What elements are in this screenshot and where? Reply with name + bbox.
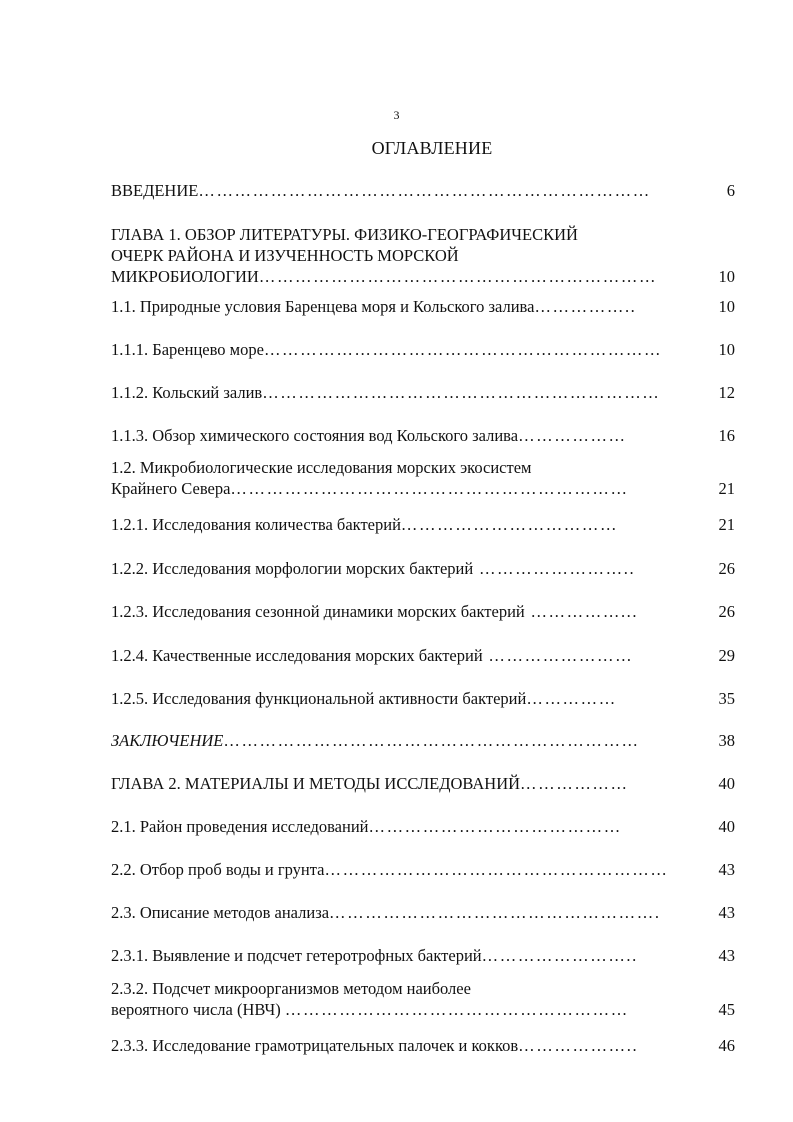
toc-entry-text: 2.1. Район проведения исследований xyxy=(111,817,369,836)
toc-page-number: 45 xyxy=(718,1000,735,1019)
page-title: ОГЛАВЛЕНИЕ xyxy=(371,138,493,158)
toc-page-number: 43 xyxy=(718,946,735,965)
toc-entry-text: 1.2.2. Исследования морфологии морских бактерий xyxy=(111,559,474,578)
toc-entry-text: 1.2. Микробиологические исследования морских экосистем Крайнего Севера xyxy=(111,458,532,498)
toc-entry-2-2[interactable] xyxy=(111,859,701,880)
toc-leader-dots: ………………………………………………………… xyxy=(230,479,629,498)
toc-page-number: 10 xyxy=(718,297,735,316)
toc-entry-2-3-2[interactable] xyxy=(111,978,701,1020)
toc-entry-text: 2.3.1. Выявление и подсчет гетеротрофных бактерий xyxy=(111,946,482,965)
toc-entry-conclusion[interactable] xyxy=(111,730,701,751)
toc-page-number: 40 xyxy=(718,774,735,793)
toc-entry-2-3-1[interactable] xyxy=(111,945,701,966)
toc-page-number: 35 xyxy=(718,689,735,708)
toc-page-number: 46 xyxy=(718,1036,735,1055)
toc-leader-dots: ………………………………………………… xyxy=(284,1000,629,1019)
toc-leader-dots: ……………… xyxy=(518,426,627,445)
toc-entry-text: 1.2.3. Исследования сезонной динамики морских бактерий xyxy=(111,602,525,621)
toc-entry-1-2-5[interactable] xyxy=(111,688,701,709)
toc-page-number: 6 xyxy=(726,181,735,200)
toc-entry-text: 1.1.1. Баренцево море xyxy=(111,340,264,359)
toc-page-number: 10 xyxy=(718,267,735,286)
toc-leader-dots: ………………………………………………………… xyxy=(258,267,658,286)
toc-entry-text: 2.3. Описание методов анализа xyxy=(111,903,330,922)
toc-page-number: 26 xyxy=(718,559,735,578)
toc-page-number: 38 xyxy=(718,731,735,750)
toc-page-number: 16 xyxy=(718,426,735,445)
toc-leader-dots: ……………… xyxy=(520,774,629,793)
toc-leader-dots: ………………………………………………………………… xyxy=(198,181,651,200)
toc-entry-1-2[interactable] xyxy=(111,457,701,499)
toc-page-number: 43 xyxy=(718,903,735,922)
toc-entry-text: 1.2.1. Исследования количества бактерий xyxy=(111,515,401,534)
toc-page-number: 10 xyxy=(718,340,735,359)
toc-entry-text: 1.2.4. Качественные исследования морских бактерий xyxy=(111,646,483,665)
toc-entry-text: 2.2. Отбор проб воды и грунта xyxy=(111,860,325,879)
toc-entry-chapter-1[interactable] xyxy=(111,224,701,287)
toc-leader-dots: ………………………………………………. xyxy=(329,903,661,922)
toc-leader-dots: ………………………………………………… xyxy=(324,860,669,879)
toc-leader-dots: ……………………………… xyxy=(400,515,619,534)
toc-page-number: 43 xyxy=(718,860,735,879)
toc-leader-dots: ………………………………………………………… xyxy=(263,340,663,359)
page-number: 3 xyxy=(393,108,400,122)
toc-leader-dots: …………………………………… xyxy=(368,817,622,836)
toc-entry-text: ЗАКЛЮЧЕНИЕ xyxy=(111,731,224,750)
toc-entry-introduction[interactable] xyxy=(111,180,701,201)
toc-entry-text: ГЛАВА 2. МАТЕРИАЛЫ И МЕТОДЫ ИССЛЕДОВАНИЙ xyxy=(111,774,521,793)
toc-entry-1-2-3[interactable] xyxy=(111,601,701,622)
toc-entry-text: ВВЕДЕНИЕ xyxy=(111,181,199,200)
toc-entry-text: 2.3.3. Исследование грамотрицательных палочек и кокков xyxy=(111,1036,519,1055)
toc-entry-text: 1.1.2. Кольский залив xyxy=(111,383,263,402)
toc-leader-dots: ……………... xyxy=(524,602,639,621)
toc-entry-text: 1.1.3. Обзор химического состояния вод Кольского залива xyxy=(111,426,519,445)
toc-leader-dots: …………………….. xyxy=(481,946,638,965)
toc-entry-2-3-3[interactable] xyxy=(111,1035,701,1056)
toc-leader-dots: …………… xyxy=(526,689,617,708)
toc-entry-1-1-2[interactable] xyxy=(111,382,701,403)
toc-page-number: 21 xyxy=(718,515,735,534)
toc-page-number: 21 xyxy=(718,479,735,498)
toc-entry-1-2-2[interactable] xyxy=(111,558,701,579)
toc-entry-text: 2.3.2. Подсчет микроорганизмов методом наиболее вероятного числа (НВЧ) xyxy=(111,979,471,1019)
toc-entry-chapter-2[interactable] xyxy=(111,773,701,794)
toc-entry-text: ГЛАВА 1. ОБЗОР ЛИТЕРАТУРЫ. ФИЗИКО-ГЕОГРАФИЧЕСКИЙ ОЧЕРК РАЙОНА И ИЗУЧЕННОСТЬ МОРСКОЙ МИКРОБИОЛОГИИ xyxy=(111,225,578,286)
toc-entry-text: 1.1. Природные условия Баренцева моря и Кольского залива xyxy=(111,297,535,316)
toc-entry-text: 1.2.5. Исследования функциональной активности бактерий xyxy=(111,689,527,708)
toc-leader-dots: …………………………………………………………… xyxy=(223,731,640,750)
toc-page-number: 40 xyxy=(718,817,735,836)
toc-entry-2-1[interactable] xyxy=(111,816,701,837)
toc-leader-dots: …………………….. xyxy=(473,559,636,578)
toc-page-number: 29 xyxy=(718,646,735,665)
toc-entry-1-1[interactable] xyxy=(111,296,701,317)
toc-leader-dots: ………………………………………………………… xyxy=(262,383,661,402)
toc-entry-2-3[interactable] xyxy=(111,902,701,923)
toc-page-number: 12 xyxy=(718,383,735,402)
toc-entry-1-2-4[interactable] xyxy=(111,645,701,666)
toc-leader-dots: …………………… xyxy=(482,646,634,665)
toc-entry-1-1-3[interactable] xyxy=(111,425,701,446)
toc-leader-dots: …………….. xyxy=(534,297,637,316)
toc-entry-1-1-1[interactable] xyxy=(111,339,701,360)
toc-leader-dots: ……………….. xyxy=(518,1036,639,1055)
toc-page-number: 26 xyxy=(718,602,735,621)
toc-entry-1-2-1[interactable] xyxy=(111,514,701,535)
